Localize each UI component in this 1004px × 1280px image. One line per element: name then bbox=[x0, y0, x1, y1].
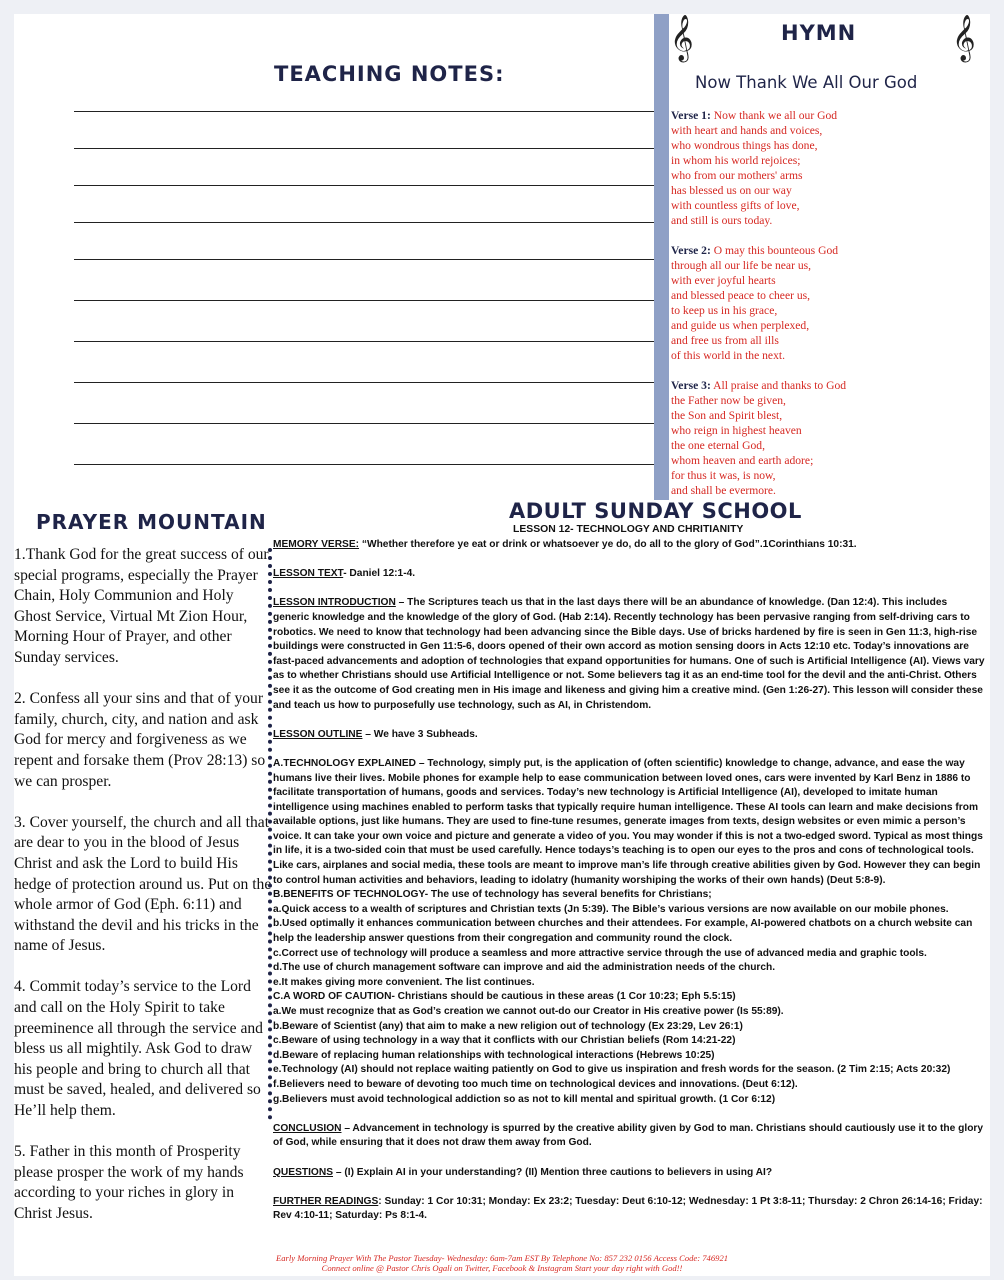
footer-prayer-line: Early Morning Prayer With The Pastor Tuesday- Wednesday: 6am-7am EST By Telephone No: 857 232 0156 Access Code: 746921 bbox=[275, 1253, 729, 1263]
verse-line: who reign in highest heaven bbox=[671, 424, 802, 437]
prayer-item: 2. Confess all your sins and that of your family, church, city, and nation and ask God for mercy and forgiveness as we repent and forsake them (Prov 28:13) so we can prosper. bbox=[14, 690, 266, 790]
treble-clef-icon: 𝄞 bbox=[952, 15, 976, 61]
verse-line: who wondrous things has done, bbox=[671, 139, 818, 152]
benefit-item: b.Used optimally it enhances communication between churches and their attendees. For example, AI-powered chatbots on a church website can help the leadership answer questions from their congregation and community round the clock. bbox=[273, 918, 973, 945]
footer bbox=[0, 1253, 1004, 1274]
section-heading: QUESTIONS bbox=[273, 1166, 334, 1178]
questions bbox=[273, 1166, 985, 1181]
verse-line: in whom his world rejoices; bbox=[671, 154, 801, 167]
footer-connect-line: Connect online @ Pastor Chris Ogali on Twitter, Facebook & Instagram Start your day right with God!! bbox=[321, 1263, 683, 1274]
lesson-text bbox=[273, 567, 985, 582]
section-technology-explained: A.TECHNOLOGY EXPLAINED – Technology, simply put, is the application of (often scientific) knowledge to change, advance, and ease the way humans live their lives. Mobile phones for example help to ease communication between loved ones, cars were invented by Karl Benz in 1886 to facilitate transportation of humans, goods and services. Today’s new technology is Artificial Intelligence (AI), developed to imitate human intelligence using machines enabled to perform tasks that typically require human intelligence. These AI tools can learn and make decisions from available options, just like humans. They are used to fine-tune resumes, generate images from texts, design websites or even mimic a person’s voice. It can take your own voice and picture and generate a video of you. You may wonder if this is not a two-edged sword. Typical as most things in life, it is a two-sided coin that must be used carefully. Hence todays’s teaching is to open our eyes to the pros and cons of technological tools. Like cars, airplanes and social media, these tools are meant to improve man’s life through creative abilities given by God. However they can begin to control human activities and behaviors, leading to idolatry (humanity worshiping the works of their own hands) (Deut 5:8-9). bbox=[273, 757, 983, 886]
lesson-outline bbox=[273, 728, 985, 743]
verse-line: of this world in the next. bbox=[671, 349, 785, 362]
caution-item: b.Beware of Scientist (any) that aim to make a new religion out of technology (Ex 23:29, Lev 26:1) bbox=[273, 1020, 743, 1032]
hymn-verse-1 bbox=[671, 108, 971, 228]
verse-line: for thus it was, is now, bbox=[671, 469, 776, 482]
dotted-divider bbox=[268, 548, 272, 1120]
section-heading: MEMORY VERSE: bbox=[273, 539, 360, 550]
lesson-introduction bbox=[273, 596, 985, 713]
verse-line: to keep us in his grace, bbox=[671, 304, 778, 317]
note-line bbox=[74, 259, 660, 260]
verse-line: the one eternal God, bbox=[671, 439, 766, 452]
section-text: – The Scriptures teach us that in the last days there will be an abundance of knowledge. (Dan 12:4). This includes generic knowledge and the knowledge of the glory of God. (Hab 2:14). Recently technology has been pervasive ranging from self-driving cars to robotics. We need to know that technology had been advancing since the Bible days. Use of bricks hardened by fire is seen in Gen 11:3, high-rise buildings were constructed in Gen 11:5-6, doors opened of their own accord as motion sensing doors in Acts 12:10 etc. Today’s innovations are fast-paced advancements and adoption of technologies that expand opportunities for humans. One of such is Artificial Intelligence (AI). Views vary as to whether Christians should use Artificial Intelligence or not. Some believers tag it as an end-time tool for the devil and the anti-Christ. Others see it as the outcome of God creating men in His image and likeness and giving him a creative mind. (Gen 1:26-27). This lesson will consider these and teach us how to purposefully use technology, such as AI, in Christendom. bbox=[273, 597, 985, 711]
verse-line: and free us from all ills bbox=[671, 334, 779, 347]
benefit-item: d.The use of church management software can improve and aid the administration needs of the church. bbox=[273, 962, 776, 974]
verse-line: with ever joyful hearts bbox=[671, 274, 776, 287]
verse-line: has blessed us on our way bbox=[671, 184, 792, 197]
note-line bbox=[74, 185, 660, 186]
verse-line: and still is ours today. bbox=[671, 214, 773, 227]
verse-label: Verse 3: bbox=[671, 379, 711, 392]
section-caution-heading: C.A WORD OF CAUTION- Christians should be cautious in these areas (1 Cor 10:23; Eph 5.5:15) bbox=[273, 991, 736, 1003]
prayer-item: 5. Father in this month of Prosperity please prosper the work of my hands according to your riches in glory in Christ Jesus. bbox=[14, 1143, 244, 1222]
verse-line: with countless gifts of love, bbox=[671, 199, 800, 212]
section-text: - Daniel 12:1-4. bbox=[343, 568, 416, 580]
section-text: – Advancement in technology is spurred by the creative ability given by God to man. Christians should cautiously use it to the glory of God, while ensuring that it does not draw them away from God. bbox=[273, 1122, 984, 1149]
hymn-sidebar-bar bbox=[654, 14, 669, 500]
note-line bbox=[74, 341, 660, 342]
note-line bbox=[74, 148, 660, 149]
benefit-item: a.Quick access to a wealth of scriptures and Christian texts (Jn 5:39). The Bible’s various versions are now available on our mobile phones. bbox=[273, 903, 949, 915]
note-line bbox=[74, 222, 660, 223]
benefit-item: c.Correct use of technology will produce a seamless and more attractive service through the use of advanced media and graphic tools. bbox=[273, 947, 927, 959]
sunday-school-title: ADULT SUNDAY SCHOOL bbox=[509, 499, 802, 523]
verse-label: Verse 1: bbox=[671, 109, 711, 122]
prayer-list bbox=[14, 545, 272, 1245]
further-readings bbox=[273, 1195, 985, 1224]
verse-line: through all our life be near us, bbox=[671, 259, 812, 272]
note-line bbox=[74, 423, 660, 424]
section-text: : Sunday: 1 Cor 10:31; Monday: Ex 23:2; Tuesday: Deut 6:10-12; Wednesday: 1 Pt 3:8-11; Thursday: 2 Chron 26:14-16; Friday: Rev 4:10-11; Saturday: Ps 8:1-4. bbox=[273, 1195, 983, 1222]
section-text: “Whether therefore ye eat or drink or whatsoever ye do, do all to the glory of God”.1Corinthians 10:31. bbox=[359, 539, 857, 550]
verse-line: and shall be evermore. bbox=[671, 484, 776, 497]
conclusion bbox=[273, 1122, 985, 1151]
prayer-mountain-title: PRAYER MOUNTAIN bbox=[36, 510, 267, 534]
teaching-notes-title: TEACHING NOTES: bbox=[274, 62, 505, 86]
verse-line: the Father now be given, bbox=[671, 394, 786, 407]
section-heading: LESSON INTRODUCTION bbox=[273, 597, 396, 609]
hymn-verse-2 bbox=[671, 243, 971, 363]
prayer-item: 3. Cover yourself, the church and all that are dear to you in the blood of Jesus Christ and ask the Lord to build His hedge of protection around us. Put on the whole armor of God (Eph. 6:11) and withstand the devil and his tricks in the name of Jesus. bbox=[14, 813, 272, 955]
section-text: – (I) Explain AI in your understanding? (II) Mention three cautions to believers in using AI? bbox=[333, 1166, 773, 1178]
caution-item: c.Beware of using technology in a way that it conflicts with our Christian beliefs (Rom 14:21-22) bbox=[273, 1035, 736, 1047]
section-text: – We have 3 Subheads. bbox=[362, 728, 478, 740]
section-heading: FURTHER READINGS bbox=[273, 1195, 379, 1207]
verse-line: whom heaven and earth adore; bbox=[671, 454, 814, 467]
verse-line: with heart and hands and voices, bbox=[671, 124, 823, 137]
verse-line: who from our mothers' arms bbox=[671, 169, 803, 182]
prayer-item: 1.Thank God for the great success of our special programs, especially the Prayer Chain, Holy Communion and Holy Ghost Service, Virtual Mt Zion Hour, Morning Hour of Prayer, and other Sunday services. bbox=[14, 546, 269, 666]
verse-line: and blessed peace to cheer us, bbox=[671, 289, 811, 302]
section-heading: LESSON TEXT bbox=[273, 568, 344, 580]
prayer-item: 4. Commit today’s service to the Lord and call on the Holy Spirit to take preeminence all through the service and bless us all mightily. Ask God to draw his people and bring to church all that must be saved, healed, and delivered so He’ll help them. bbox=[14, 978, 263, 1120]
memory-verse bbox=[273, 538, 985, 553]
section-heading: CONCLUSION bbox=[273, 1122, 342, 1134]
caution-item: g.Believers must avoid technological addiction so as not to kill mental and spiritual growth. (1 Cor 6:12) bbox=[273, 1093, 776, 1105]
caution-item: d.Beware of replacing human relationships with technological interactions (Hebrews 10:25) bbox=[273, 1049, 715, 1061]
verse-line: and guide us when perplexed, bbox=[671, 319, 810, 332]
lesson-body bbox=[273, 538, 985, 1239]
note-line bbox=[74, 111, 660, 112]
hymn-verse-3 bbox=[671, 378, 971, 498]
note-line bbox=[74, 464, 660, 465]
hymn-heading: HYMN bbox=[781, 21, 857, 45]
treble-clef-icon: 𝄞 bbox=[670, 15, 694, 61]
note-line bbox=[74, 382, 660, 383]
verse-line: O may this bounteous God bbox=[713, 244, 839, 257]
lesson-title: LESSON 12- TECHNOLOGY AND CHRITIANITY bbox=[513, 524, 744, 535]
caution-item: a.We must recognize that as God’s creation we cannot out-do our Creator in His creative power (Is 55:89). bbox=[273, 1006, 784, 1017]
benefit-item: e.It makes giving more convenient. The list continues. bbox=[273, 976, 535, 988]
verse-line: the Son and Spirit blest, bbox=[671, 409, 783, 422]
caution-item: e.Technology (AI) should not replace waiting patiently on God to give us inspiration and fresh words for the season. (2 Tim 2:15; Acts 20:32) bbox=[273, 1064, 951, 1076]
note-line bbox=[74, 300, 660, 301]
section-heading: LESSON OUTLINE bbox=[273, 728, 363, 740]
verse-label: Verse 2: bbox=[671, 244, 711, 257]
hymn-title: Now Thank We All Our God bbox=[695, 73, 918, 92]
verse-line: All praise and thanks to God bbox=[713, 379, 847, 392]
caution-item: f.Believers need to beware of devoting too much time on technological devices and innovations. (Deut 6:12). bbox=[273, 1078, 798, 1090]
section-benefits-heading: B.BENEFITS OF TECHNOLOGY- The use of technology has several benefits for Christians; bbox=[273, 889, 712, 901]
verse-line: Now thank we all our God bbox=[713, 109, 838, 122]
